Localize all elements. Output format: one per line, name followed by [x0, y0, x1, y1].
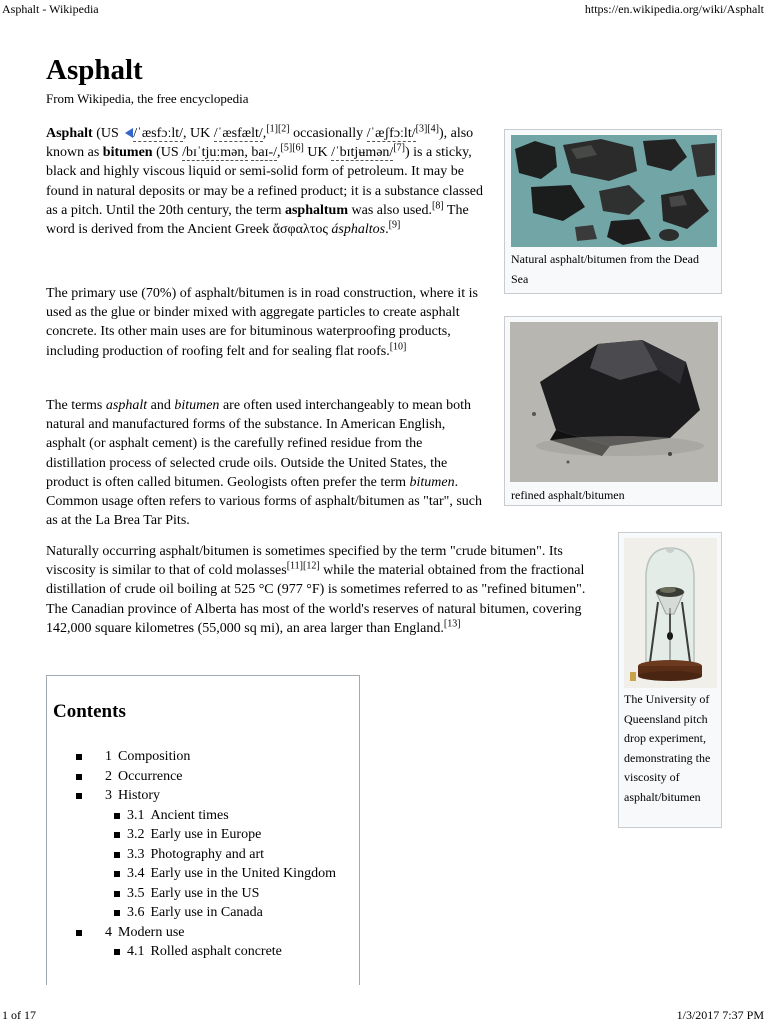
- figure-caption: Natural asphalt/bitumen from the Dead Sea: [511, 252, 699, 286]
- ipa-bitumen-2[interactable]: baɪ-/: [251, 145, 278, 161]
- terms-paragraph: [46, 396, 482, 530]
- figure-refined: [504, 316, 722, 506]
- toc-item-number: 4: [105, 924, 112, 940]
- toc-item-label[interactable]: Composition: [118, 749, 191, 764]
- text-also-known: ), also known as: [46, 126, 474, 161]
- ref-11-12[interactable]: [11][12]: [286, 560, 320, 572]
- toc-item-number: 3.2: [127, 827, 145, 842]
- toc-subitem[interactable]: [47, 845, 359, 865]
- ref-1-2[interactable]: [1][2]: [266, 123, 290, 135]
- toc-item-number: 3: [105, 788, 112, 803]
- term-bitumen-italic: bitumen: [174, 398, 220, 413]
- toc-item-label[interactable]: Early use in Canada: [150, 905, 263, 920]
- toc-subitem[interactable]: [47, 942, 359, 962]
- figure-pitch-drop: [618, 532, 722, 828]
- print-footer-date: 1/3/2017 7:37 PM: [676, 1008, 764, 1022]
- toc-item-label[interactable]: Early use in the United Kingdom: [150, 866, 336, 881]
- toc-item[interactable]: [47, 786, 359, 806]
- toc-subitem[interactable]: [47, 864, 359, 884]
- toc-item-label[interactable]: Modern use: [118, 924, 185, 940]
- term-asphalt-italic: asphalt: [105, 398, 148, 413]
- toc-item[interactable]: [47, 767, 359, 787]
- toc-item-number: 3.4: [127, 866, 145, 881]
- term-asphaltum: asphaltum: [284, 202, 349, 218]
- toc-subitem[interactable]: [47, 903, 359, 923]
- toc-item-number: 2: [105, 768, 112, 784]
- figure-caption: The University of Queensland pitch drop experiment, demonstrating the viscosity of asphalt/bitumen: [624, 692, 711, 804]
- toc-item-number: 3.6: [127, 905, 145, 920]
- term-bitumen: bitumen: [102, 145, 153, 161]
- pitch-drop-image[interactable]: [624, 538, 717, 688]
- toc-item-label[interactable]: Occurrence: [118, 768, 183, 784]
- toc-item-number: 3.5: [127, 885, 145, 901]
- toc-subitem[interactable]: [47, 806, 359, 826]
- ref-9[interactable]: [9]: [388, 219, 401, 231]
- ref-10[interactable]: [10]: [389, 340, 407, 352]
- ref-3-4[interactable]: [3][4]: [415, 123, 439, 135]
- terms-text-c: are often used interchangeably to mean both natural and manufactured forms of the substance. In American English, asphalt (or asphalt cement) is the carefully refined residue from the distillation process of selected crude oils. Outside the United States, the product is often called bitumen. Geologists often prefer the term: [46, 398, 471, 490]
- text-definition: ) is a sticky, black and highly viscous liquid or semi-solid form of petroleum. It may be found in natural deposits or may be a refined product; it is a substance classed as a pitch. Until the 20th century, the term: [46, 145, 483, 218]
- speaker-icon[interactable]: [122, 126, 133, 141]
- table-of-contents: [46, 675, 360, 985]
- toc-subitem[interactable]: [47, 884, 359, 904]
- terms-text-d: . Common usage often refers to various forms of asphalt/bitumen as "tar", such as at the La Brea Tar Pits.: [46, 474, 482, 529]
- page-subtitle: From Wikipedia, the free encyclopedia: [46, 91, 249, 106]
- toc-item-label[interactable]: Early use in the US: [150, 885, 260, 901]
- text-occasionally: occasionally: [289, 126, 364, 141]
- uk-label: UK: [190, 126, 211, 141]
- us-label-2: US: [160, 145, 179, 161]
- figure-caption: refined asphalt/bitumen: [511, 488, 625, 502]
- term-bitumen-italic-2: bitumen: [409, 474, 455, 490]
- ref-13[interactable]: [13]: [443, 618, 461, 630]
- toc-item-label[interactable]: Ancient times: [150, 807, 229, 823]
- natural-text-a: Naturally occurring asphalt/bitumen is sometimes specified by the term "crude bitumen". Its viscosity is similar to that of cold molasses: [46, 544, 563, 579]
- toc-item-label[interactable]: Early use in Europe: [150, 827, 262, 842]
- toc-item[interactable]: [47, 923, 359, 943]
- ipa-alt[interactable]: /ˈæʃfɔːlt/: [366, 126, 416, 141]
- print-header-url[interactable]: https://en.wikipedia.org/wiki/Asphalt: [584, 2, 764, 16]
- term-asphalt: Asphalt: [46, 126, 93, 141]
- print-header-title: Asphalt - Wikipedia: [2, 2, 99, 16]
- uses-paragraph: [46, 284, 486, 361]
- ipa-bitumen-3[interactable]: /ˈbɪtjʉmən/: [331, 145, 394, 161]
- toc-item-number: 4.1: [127, 944, 145, 959]
- toc-item-label[interactable]: Photography and art: [150, 846, 265, 862]
- toc-subitem[interactable]: [47, 825, 359, 845]
- ipa-bitumen-1[interactable]: /bɪˈtjuːmən,: [182, 145, 248, 161]
- print-footer-page: 1 of 17: [2, 1008, 36, 1022]
- toc-title: Contents: [53, 701, 126, 722]
- ref-7[interactable]: [7]: [393, 142, 405, 154]
- natural-text-b: while the material obtained from the fractional distillation of crude oil boiling at 525 °C (977 °F) is sometimes referred to as "refined bitumen". The Canadian province of Alberta has most of the world's reserves of natural bitumen, covering 142,000 square kilometres (55,000 sq mi), an area larger than England.: [46, 563, 586, 636]
- us-label: US: [100, 126, 119, 141]
- ref-5-6[interactable]: [5][6]: [280, 142, 304, 154]
- page-title: Asphalt: [46, 54, 143, 86]
- ref-8[interactable]: [8]: [432, 200, 444, 212]
- text-period: .: [385, 222, 389, 238]
- text-also-used: was also used.: [348, 202, 433, 218]
- toc-item-number: 3.3: [127, 846, 145, 862]
- toc-item-label[interactable]: Rolled asphalt concrete: [150, 944, 282, 959]
- toc-item-number: 1: [105, 749, 112, 764]
- toc-item[interactable]: [47, 747, 359, 767]
- refined-asphalt-image[interactable]: [510, 322, 718, 482]
- terms-text-a: The terms: [46, 398, 106, 413]
- natural-paragraph: [46, 542, 598, 638]
- uk-label-2: UK: [307, 145, 328, 161]
- toc-list: [47, 747, 359, 962]
- ipa-uk[interactable]: /ˈæsfælt/: [213, 126, 263, 141]
- text-derived: The word is derived from the Ancient Greek ἄσφαλτος: [46, 202, 469, 238]
- ipa-us[interactable]: /ˈæsfɔːlt/: [133, 126, 184, 141]
- terms-text-b: and: [147, 398, 175, 413]
- greek-term: ásphaltos: [331, 222, 386, 238]
- toc-item-number: 3.1: [127, 807, 145, 823]
- figure-dead-sea: [504, 129, 722, 294]
- intro-paragraph: Asphalt (US /ˈæsfɔːlt/, UK /ˈæsfælt/,[1][2] occasionally /ˈæʃfɔːlt/[3][4]), also known as bitumen (US /bɪˈtjuːmən, baɪ-/,[5][6] UK /ˈbɪtjʉmən/[7]) is a sticky, black and highly viscous liquid or semi-solid form of petroleum. It may be found in natural deposits or may be a refined product; it is a substance classed as a pitch. Until the 20th century, the term asphaltum was also used.[8] The word is derived from the Ancient Greek ἄσφαλτος ásphaltos.[9]: [46, 123, 483, 238]
- toc-item-label[interactable]: History: [118, 788, 160, 803]
- uses-text: The primary use (70%) of asphalt/bitumen is in road construction, where it is used as the glue or binder mixed with aggregate particles to create asphalt concrete. Its other main uses are for bituminous waterproofing products, including production of roofing felt and for sealing flat roofs.: [46, 286, 478, 359]
- dead-sea-asphalt-image[interactable]: [511, 135, 717, 247]
